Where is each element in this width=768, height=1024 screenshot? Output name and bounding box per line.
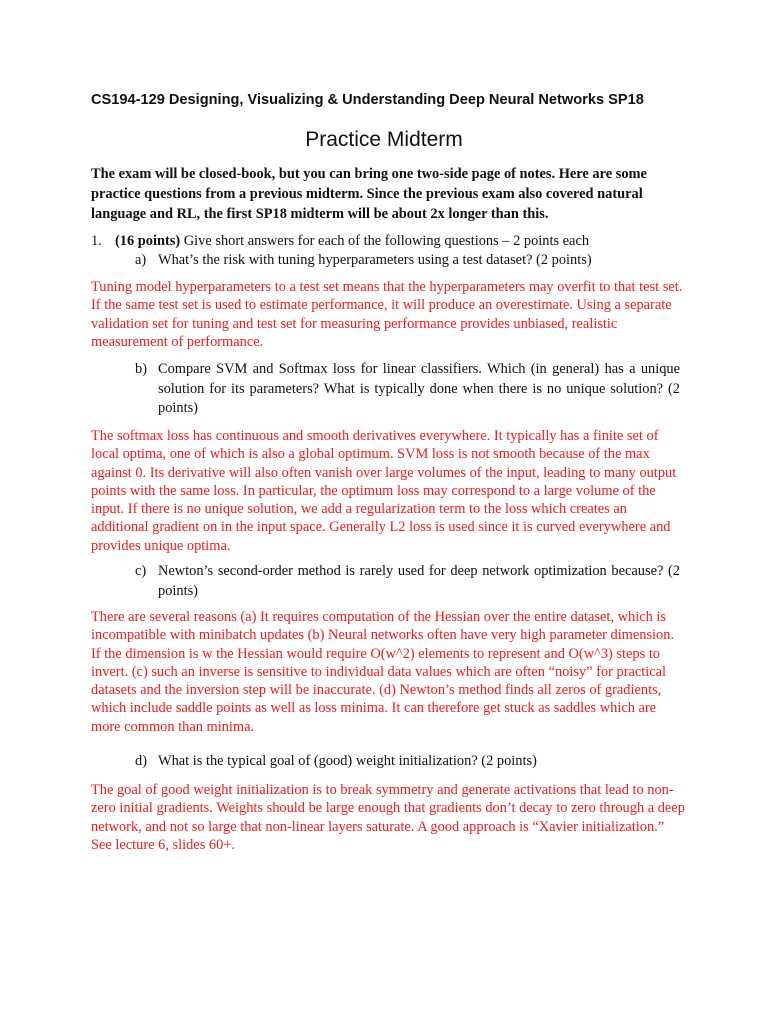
page-title: Practice Midterm (305, 128, 463, 151)
subquestion-text: What’s the risk with tuning hyperparameters using a test dataset? (2 points) (158, 252, 592, 268)
answer-c: There are several reasons (a) It requires computation of the Hessian over the entire dataset, which is incompatible with minibatch updates (b) Neural networks often have very high parameter dimension. If the dimension is w the Hessian would require O(w^2) elements to represent and O(w^3) steps to invert. (c) such an inverse is sensitive to individual data values which are often “noisy” for practical datasets and the inversion step will be inaccurate. (d) Newton’s method finds all zeros of gradients, which include saddle points as well as loss minima. It can therefore get stuck as saddles which are more common than minima. (91, 609, 675, 735)
subquestion-b (135, 360, 680, 419)
subquestion-a (135, 251, 680, 271)
answer-d: The goal of good weight initialization is to break symmetry and generate activations that lead to non-zero initial gradients. Weights should be large enough that gradients don’t decay to zero through a deep network, and not so large that non-linear layers saturate. A good approach is “Xavier initialization.” See lecture 6, slides 60+. (91, 782, 685, 853)
question-points: (16 points) (115, 233, 181, 249)
subquestion-c (135, 562, 680, 601)
question-1 (91, 232, 691, 251)
subquestion-text: Newton’s second-order method is rarely used for deep network optimization because? (2 points) (158, 563, 680, 599)
subquestion-letter: c) (135, 563, 147, 579)
subquestion-letter: b) (135, 361, 147, 377)
course-header: CS194-129 Designing, Visualizing & Understanding Deep Neural Networks SP18 (91, 92, 644, 108)
subquestion-text: Compare SVM and Softmax loss for linear classifiers. Which (in general) has a unique solution for its parameters? What is typically done when there is no unique solution? (2 points) (158, 361, 680, 416)
question-number: 1. (91, 233, 102, 249)
answer-b: The softmax loss has continuous and smooth derivatives everywhere. It typically has a finite set of local optima, one of which is also a global optimum. SVM loss is not smooth because of the max against 0. Its derivative will also often vanish over large volumes of the input, leading to many output points with the same loss. In particular, the optimum loss may correspond to a large volume of the input. If there is no unique solution, we add a regularization term to the loss which creates an additional gradient on in the input space. Generally L2 loss is used since it is curved everywhere and provides unique optima. (91, 428, 677, 554)
subquestion-letter: d) (135, 753, 147, 769)
subquestion-d (135, 752, 680, 772)
subquestion-text: What is the typical goal of (good) weight initialization? (2 points) (158, 753, 537, 769)
question-text: Give short answers for each of the following questions – 2 points each (183, 233, 590, 249)
intro-paragraph: The exam will be closed-book, but you can bring one two-side page of notes. Here are some practice questions from a previous midterm. Since the previous exam also covered natural language and RL, the first SP18 midterm will be about 2x longer than this. (91, 166, 647, 222)
subquestion-letter: a) (135, 252, 147, 268)
answer-a: Tuning model hyperparameters to a test set means that the hyperparameters may overfit to that test set. If the same test set is used to estimate performance, it will produce an overestimate. Using a separate validation set for tuning and test set for measuring performance provides unbiased, realistic measurement of performance. (91, 279, 683, 350)
